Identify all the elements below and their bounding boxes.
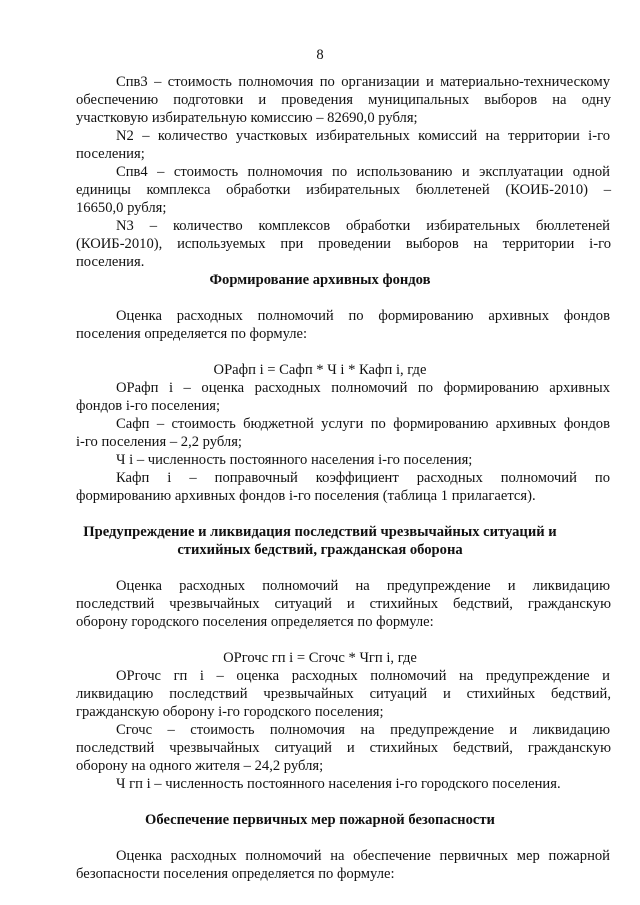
text-line: обеспечению подготовки и проведения муниципальных выборов на одну	[76, 92, 611, 108]
text-line: ОРгочс гп i – оценка расходных полномочий на предупреждение и	[116, 668, 610, 684]
text-line: формированию архивных фондов i-го поселения (таблица 1 прилагается).	[76, 488, 536, 504]
text-line: Оценка расходных полномочий на предупреждение и ликвидацию	[116, 578, 610, 594]
text-line: i-го поселения – 2,2 рубля;	[76, 434, 242, 450]
text-line: ликвидацию последствий чрезвычайных ситуаций и стихийных бедствий,	[76, 686, 611, 702]
text-line: Спв3 – стоимость полномочия по организации и материально-техническому	[116, 74, 610, 90]
text-line: Спв4 – стоимость полномочия по использованию и эксплуатации одной	[116, 164, 610, 180]
text-line: фондов i-го поселения;	[76, 398, 221, 414]
text-line: поселения определяется по формуле:	[76, 326, 308, 342]
text-line: Кафп i – поправочный коэффициент расходных полномочий по	[116, 470, 610, 486]
section-heading: Предупреждение и ликвидация последствий чрезвычайных ситуаций и	[83, 524, 557, 540]
formula: ОРгочс гп i = Сгочс * Чгп i, где	[223, 650, 417, 666]
text-line: Сгочс – стоимость полномочия на предупреждение и ликвидацию	[116, 722, 610, 738]
text-line: Оценка расходных полномочий на обеспечение первичных мер пожарной	[116, 848, 610, 864]
text-line: последствий чрезвычайных ситуаций и стихийных бедствий, гражданскую	[76, 740, 611, 756]
text-line: участковую избирательную комиссию – 82690,0 рубля;	[76, 110, 418, 126]
text-line: N3 – количество комплексов обработки избирательных бюллетеней	[116, 218, 610, 234]
text-line: оборону на одного жителя – 24,2 рубля;	[76, 758, 324, 774]
text-line: (КОИБ-2010), используемых при проведении выборов на территории i-го	[76, 236, 611, 252]
text-line: безопасности поселения определяется по формуле:	[76, 866, 395, 882]
formula: ОРафп i = Сафп * Ч i * Кафп i, где	[213, 362, 427, 378]
section-heading: стихийных бедствий, гражданская оборона	[177, 542, 463, 558]
text-line: гражданскую оборону i-го городского поселения;	[76, 704, 384, 720]
text-line: единицы комплекса обработки избирательных бюллетеней (КОИБ-2010) –	[76, 182, 611, 198]
text-line: ОРафп i – оценка расходных полномочий по формированию архивных	[116, 380, 610, 396]
text-line: Сафп – стоимость бюджетной услуги по формированию архивных фондов	[116, 416, 610, 432]
text-line: Ч i – численность постоянного населения i-го поселения;	[116, 452, 473, 468]
section-heading: Формирование архивных фондов	[209, 272, 431, 288]
text-line: Оценка расходных полномочий по формированию архивных фондов	[116, 308, 610, 324]
text-line: поселения.	[76, 254, 145, 270]
text-line: 16650,0 рубля;	[76, 200, 167, 216]
text-line: поселения;	[76, 146, 145, 162]
text-line: оборону городского поселения определяется по формуле:	[76, 614, 434, 630]
text-line: последствий чрезвычайных ситуаций и стихийных бедствий, гражданскую	[76, 596, 611, 612]
text-line: Ч гп i – численность постоянного населения i-го городского поселения.	[116, 776, 561, 792]
section-heading: Обеспечение первичных мер пожарной безопасности	[145, 812, 495, 828]
page-number: 8	[316, 47, 324, 63]
text-line: N2 – количество участковых избирательных комиссий на территории i-го	[116, 128, 610, 144]
